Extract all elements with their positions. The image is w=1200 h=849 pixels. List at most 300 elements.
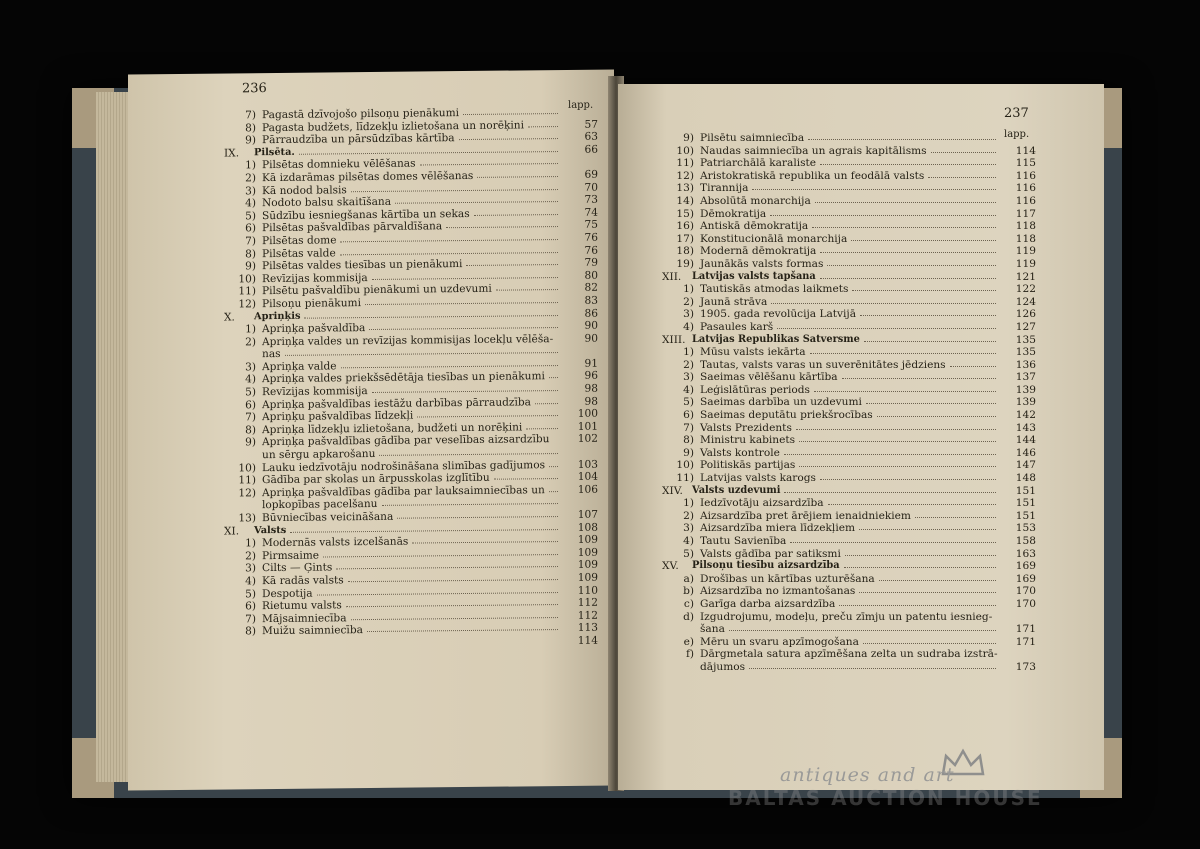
toc-entry (662, 182, 1036, 195)
toc-entry-page: 135 (1015, 333, 1036, 346)
table-of-contents (224, 106, 598, 651)
toc-entry-title: Latvijas Republikas Satversme (692, 333, 860, 345)
toc-entry-title: Apriņķa valde (262, 360, 337, 374)
toc-leader-dots (877, 416, 996, 417)
toc-entry-title: Nodoto balsu skaitīšana (262, 195, 392, 210)
toc-entry (662, 422, 1036, 435)
toc-entry-title: Pārraudzība un pārsūdzības kārtība (262, 132, 455, 147)
toc-entry-page: 116 (1015, 169, 1036, 182)
toc-entry-number: 18) (676, 245, 694, 258)
toc-entry-page: 112 (577, 609, 598, 622)
toc-entry-number: 5) (245, 209, 256, 223)
toc-entry-page: 117 (1015, 207, 1036, 220)
toc-entry-page: 80 (584, 269, 598, 282)
toc-entry (662, 472, 1036, 485)
toc-leader-dots (528, 126, 558, 127)
toc-entry-title: Naudas saimniecība un agrais kapitālisms (700, 144, 927, 157)
toc-leader-dots (844, 567, 996, 568)
toc-leader-dots (771, 303, 996, 304)
toc-entry-number: 15) (676, 207, 694, 220)
toc-entry-title: Valsts (254, 524, 287, 536)
toc-entry-title: Jaunākās valsts formas (700, 257, 824, 270)
toc-entry-page: 148 (1015, 472, 1036, 485)
toc-leader-dots (810, 353, 996, 354)
left-page (128, 69, 614, 790)
toc-entry (662, 157, 1036, 170)
toc-entry-number: 5) (245, 386, 256, 399)
toc-entry-title: Revīzijas kommisija (262, 385, 368, 399)
toc-entry-page: 115 (1015, 157, 1036, 170)
toc-entry-page: 171 (1015, 623, 1036, 636)
toc-entry-number: XI. (224, 524, 240, 538)
toc-entry-page: 121 (1015, 270, 1036, 283)
toc-entry (224, 635, 598, 652)
toc-leader-dots (752, 189, 996, 190)
toc-entry-number: 19) (676, 257, 694, 270)
toc-entry-number: 10) (238, 272, 256, 286)
toc-leader-dots (915, 517, 996, 518)
toc-entry-title: Pilsoņu pienākumi (262, 297, 361, 311)
toc-entry-number: 8) (245, 121, 256, 134)
toc-entry-page: 113 (577, 621, 598, 635)
toc-entry (662, 661, 1036, 674)
toc-leader-dots (446, 226, 558, 228)
toc-entry-number: 3) (683, 522, 694, 535)
toc-entry (662, 384, 1036, 397)
toc-leader-dots (784, 454, 996, 455)
toc-entry-number: 11) (238, 474, 256, 487)
toc-leader-dots (382, 503, 558, 506)
watermark-line2: BALTAS AUCTION HOUSE (728, 786, 1043, 810)
toc-entry (662, 359, 1036, 372)
toc-leader-dots (474, 214, 558, 216)
toc-entry-number: 3) (245, 184, 256, 197)
toc-entry-number: 6) (245, 222, 256, 235)
toc-leader-dots (340, 252, 558, 255)
toc-entry-page: 170 (1015, 597, 1036, 610)
toc-entry-number: 5) (683, 396, 694, 409)
toc-entry-title: Kā radās valsts (262, 574, 344, 588)
toc-entry-title: Lauku iedzīvotāju nodrošināšana slimības gadījumos (262, 458, 546, 474)
toc-entry-title: Despotija (262, 587, 313, 600)
toc-entry-number: 9) (245, 260, 256, 273)
toc-leader-dots (931, 152, 996, 153)
toc-entry (662, 233, 1036, 246)
toc-leader-dots (950, 366, 996, 367)
toc-leader-dots (770, 215, 996, 216)
toc-leader-dots (317, 592, 558, 596)
toc-entry-title: Apriņķa valdes un revīzijas kommisijas locekļu vēlēša- (262, 332, 554, 348)
toc-leader-dots (784, 492, 996, 493)
toc-entry-number: e) (683, 635, 694, 648)
toc-entry-number: 7) (245, 235, 256, 248)
toc-entry-title: Pilsētas valde (262, 246, 336, 260)
toc-leader-dots (860, 315, 996, 316)
toc-entry-page: 76 (584, 231, 598, 244)
toc-entry-number: 11) (676, 472, 694, 485)
toc-entry-title: Rietumu valsts (262, 599, 342, 613)
toc-entry-number: 2) (245, 172, 256, 185)
toc-entry-number: 9) (683, 446, 694, 459)
toc-leader-dots (365, 302, 558, 305)
toc-entry-page: 82 (584, 281, 598, 295)
toc-entry-number: 2) (245, 549, 256, 563)
toc-entry-title: Izgudrojumu, modeļu, preču zīmju un patentu iesnieg- (700, 610, 993, 623)
toc-entry-number: 9) (245, 134, 256, 147)
toc-leader-dots (749, 668, 996, 669)
toc-leader-dots (828, 504, 996, 505)
toc-entry-title: Apriņķis (254, 310, 301, 322)
toc-entry-page: 110 (577, 584, 598, 597)
toc-entry-page: 158 (1015, 535, 1036, 547)
toc-entry-title: Patriarchālā karaliste (700, 157, 817, 170)
toc-leader-dots (285, 352, 558, 356)
toc-entry-number: f) (685, 648, 694, 661)
toc-leader-dots (459, 138, 558, 140)
toc-leader-dots (790, 542, 996, 543)
toc-entry-number: 7) (245, 612, 256, 626)
toc-entry-page: 76 (584, 244, 598, 257)
toc-section-heading (662, 334, 1036, 347)
toc-leader-dots (864, 341, 996, 342)
toc-entry-number: 12) (238, 298, 256, 311)
toc-entry-title: Saeimas deputātu priekšrocības (700, 409, 873, 422)
toc-entry-page: 74 (584, 206, 598, 219)
toc-entry-title: Mājsaimniecība (262, 612, 347, 625)
toc-entry-title: Pagastā dzīvojošo pilsoņu pienākumi (262, 107, 460, 122)
toc-entry-page: 79 (584, 256, 598, 269)
toc-entry-title: Garīga darba aizsardzība (700, 597, 836, 610)
toc-entry (662, 321, 1036, 334)
toc-entry-title: nas (262, 348, 281, 361)
toc-entry (662, 573, 1036, 586)
toc-entry (662, 535, 1036, 548)
toc-entry (662, 459, 1036, 472)
toc-entry-page: 101 (577, 420, 598, 433)
toc-entry-page: 57 (584, 118, 598, 131)
toc-leader-dots (842, 378, 996, 379)
toc-entry-title: Mēru un svaru apzīmogošana (700, 635, 859, 648)
toc-entry (662, 623, 1036, 636)
toc-entry-number: 8) (245, 247, 256, 260)
toc-entry-title: Aristokratiskā republika un feodālā valsts (700, 169, 925, 182)
toc-entry-title: Politiskās partijas (700, 459, 796, 472)
toc-entry-number: XII. (662, 270, 682, 283)
toc-entry-number: a) (683, 572, 694, 585)
toc-entry-number: 16) (676, 220, 694, 233)
toc-leader-dots (466, 264, 558, 266)
toc-leader-dots (799, 441, 996, 442)
toc-leader-dots (777, 328, 996, 329)
toc-entry-title: Valsts kontrole (700, 446, 780, 459)
toc-leader-dots (496, 289, 558, 291)
toc-entry-page: 69 (584, 168, 598, 181)
toc-leader-dots (340, 239, 558, 242)
toc-section-heading (662, 485, 1036, 498)
toc-leader-dots (852, 290, 996, 291)
toc-entry-page: 109 (577, 558, 598, 572)
toc-entry-page: 91 (584, 357, 598, 370)
toc-entry-title: Pilsēta. (254, 146, 295, 159)
toc-leader-dots (808, 139, 996, 140)
toc-entry-number: 11) (238, 285, 256, 298)
toc-entry-page: 169 (1015, 572, 1036, 585)
toc-entry-title: Tirannija (700, 182, 749, 195)
toc-entry-page: 83 (584, 294, 598, 307)
toc-entry-title: Antiskā dēmokratija (700, 220, 809, 233)
toc-leader-dots (341, 365, 558, 368)
toc-leader-dots (351, 189, 558, 192)
toc-entry (662, 396, 1036, 409)
toc-entry-title: Kā nodod balsis (262, 183, 347, 197)
toc-entry-page: 63 (584, 130, 598, 143)
toc-entry-title: šana (700, 623, 725, 636)
toc-entry (662, 132, 1036, 145)
toc-entry-number: 8) (683, 434, 694, 447)
toc-entry-title: Revīzijas kommisija (262, 271, 368, 285)
toc-leader-dots (379, 453, 558, 456)
toc-entry-title: Saeimas darbība un uzdevumi (700, 396, 862, 409)
toc-leader-dots (799, 466, 996, 467)
toc-entry-title: Tautiskās atmodas laikmets (700, 283, 849, 296)
toc-entry (662, 522, 1036, 535)
toc-entry-title: Dārgmetala satura apzīmēšana zelta un sudraba izstrā- (700, 648, 998, 661)
toc-leader-dots (820, 278, 996, 279)
toc-entry-title: Muižu saimniecība (262, 624, 363, 638)
toc-entry-number: 4) (683, 535, 694, 547)
toc-entry-title: Pagasta budžets, līdzekļu izlietošana un norēķini (262, 118, 524, 134)
toc-entry-number: 12) (676, 169, 694, 182)
toc-entry-number: 7) (245, 411, 256, 424)
toc-entry-number: 10) (676, 144, 694, 157)
toc-entry-number: 3) (245, 562, 256, 575)
lapp-label: lapp. (1004, 129, 1030, 140)
toc-entry-title: Jaunā strāva (700, 295, 768, 308)
toc-leader-dots (372, 390, 558, 393)
toc-leader-dots (477, 176, 558, 178)
toc-leader-dots (348, 579, 558, 582)
toc-entry-page: 109 (577, 571, 598, 584)
toc-entry-title: Būvniecības veicināšana (262, 510, 394, 525)
toc-entry-number: 4) (245, 575, 256, 588)
toc-entry-page: 151 (1015, 484, 1036, 497)
toc-entry (662, 145, 1036, 158)
toc-entry-number: 2) (683, 295, 694, 308)
toc-entry-title: Latvijas valsts tapšana (692, 270, 816, 282)
toc-entry-title: Modernā dēmokratija (700, 245, 817, 258)
toc-entry (662, 346, 1036, 359)
toc-entry-page: 139 (1015, 383, 1036, 396)
toc-entry (662, 497, 1036, 510)
toc-leader-dots (866, 403, 996, 404)
toc-entry (662, 283, 1036, 296)
toc-entry-title: Sūdzību iesniegšanas kārtība un sekas (262, 207, 470, 222)
toc-leader-dots (845, 555, 996, 556)
toc-entry-title: Apriņķa valdes priekšsēdētāja tiesības un pienākumi (262, 370, 545, 386)
toc-entry-page: 127 (1015, 320, 1036, 333)
toc-entry-title: Drošības un kārtības uzturēšana (700, 572, 875, 585)
toc-leader-dots (535, 403, 558, 404)
toc-entry-page: 109 (577, 546, 598, 559)
page-number: 236 (242, 81, 267, 97)
toc-entry-title: dājumos (700, 660, 746, 673)
toc-leader-dots (549, 491, 558, 492)
toc-entry-page: 153 (1015, 522, 1036, 535)
toc-entry-page: 126 (1015, 308, 1036, 321)
toc-entry-title: Apriņķa pašvaldības gādība par veselības aizsardzību (262, 433, 550, 449)
toc-leader-dots (812, 227, 996, 228)
toc-entry-title: Dēmokratija (700, 207, 767, 220)
toc-leader-dots (372, 277, 558, 280)
toc-entry-title: Modernās valsts izcelšanās (262, 535, 409, 550)
toc-entry-number: 2) (683, 358, 694, 371)
toc-entry-page: 70 (584, 181, 598, 194)
toc-entry-number: 6) (245, 600, 256, 613)
toc-entry-page: 116 (1015, 194, 1036, 207)
toc-leader-dots (928, 177, 996, 178)
toc-entry-title: Valsts uzdevumi (692, 484, 781, 496)
toc-entry-page: 147 (1015, 459, 1036, 472)
toc-leader-dots (851, 240, 996, 241)
toc-entry-title: Pilsētu saimniecība (700, 132, 805, 144)
toc-leader-dots (304, 315, 558, 319)
toc-entry-number: 5) (245, 587, 256, 600)
toc-entry-number: 10) (676, 459, 694, 472)
toc-entry-title: Pilsētu pašvaldību pienākumi un uzdevumi (262, 283, 492, 298)
toc-entry-number: 7) (245, 109, 256, 122)
page-number: 237 (1004, 106, 1029, 121)
toc-entry-title: Tautas, valsts varas un suverēnitātes jēdziens (700, 358, 946, 371)
toc-entry-number: 1) (683, 497, 694, 510)
toc-leader-dots (346, 604, 558, 607)
toc-entry-number: b) (683, 585, 694, 598)
toc-leader-dots (859, 529, 996, 530)
toc-entry-page: 144 (1015, 434, 1036, 447)
toc-entry-number: XV. (662, 560, 679, 573)
toc-leader-dots (395, 201, 558, 204)
toc-entry (662, 636, 1036, 649)
toc-entry (662, 308, 1036, 321)
toc-entry-number: XIII. (662, 333, 686, 346)
toc-leader-dots (290, 529, 558, 533)
toc-entry (662, 170, 1036, 183)
toc-entry-title: Pasaules karš (700, 320, 774, 333)
toc-entry-page: 90 (584, 332, 598, 345)
toc-entry-title: Tautu Savienība (700, 535, 787, 547)
toc-entry-title: Pilsētas domnieku vēlēšanas (262, 157, 416, 172)
toc-entry-page: 75 (584, 218, 598, 232)
toc-leader-dots (412, 541, 558, 544)
toc-entry (662, 447, 1036, 460)
toc-entry-title: Leģislātūras periods (700, 383, 810, 396)
toc-entry-page: 122 (1015, 283, 1036, 296)
toc-leader-dots (820, 479, 996, 480)
toc-entry-number: X. (224, 310, 235, 324)
toc-entry-page: 142 (1015, 409, 1036, 422)
lapp-label: lapp. (568, 99, 594, 111)
toc-entry-number: 1) (245, 323, 256, 336)
toc-leader-dots (369, 327, 558, 330)
toc-entry-title: Valsts gādība par satiksmi (700, 547, 841, 560)
toc-leader-dots (859, 592, 996, 593)
toc-entry (662, 245, 1036, 258)
toc-entry-number: 4) (245, 197, 256, 210)
toc-leader-dots (549, 378, 558, 379)
toc-entry (662, 195, 1036, 208)
toc-entry-page: 135 (1015, 346, 1036, 359)
toc-section-heading (662, 560, 1036, 573)
toc-entry-number: 1) (245, 537, 256, 550)
toc-entry-title: Valsts Prezidents (700, 421, 792, 434)
toc-entry-page: 139 (1015, 396, 1036, 409)
toc-entry-title: Pilsētas valdes tiesības un pienākumi (262, 258, 463, 273)
toc-entry-number: 5) (683, 547, 694, 560)
toc-entry-number: 6) (245, 398, 256, 411)
toc-leader-dots (420, 163, 558, 165)
toc-entry-page: 170 (1015, 585, 1036, 598)
toc-entry-page: 136 (1015, 358, 1036, 371)
toc-entry-page: 118 (1015, 232, 1036, 245)
toc-entry-page: 96 (584, 370, 598, 383)
toc-entry-title: Ministru kabinets (700, 434, 796, 447)
toc-entry-number: 8) (245, 424, 256, 437)
toc-entry-number: IX. (224, 147, 240, 160)
toc-leader-dots (463, 113, 558, 115)
toc-entry (662, 598, 1036, 611)
toc-leader-dots (494, 478, 558, 480)
toc-entry (662, 296, 1036, 309)
toc-entry-page: 108 (577, 521, 598, 534)
toc-entry-title: 1905. gada revolūcija Latvijā (700, 308, 857, 321)
toc-entry-page: 119 (1015, 257, 1036, 270)
toc-entry (662, 220, 1036, 233)
toc-entry-page: 137 (1015, 371, 1036, 384)
toc-entry-page: 114 (577, 634, 598, 647)
toc-entry-number: 11) (676, 157, 694, 170)
toc-entry-page: 104 (577, 470, 598, 484)
toc-entry-number: 1) (683, 346, 694, 359)
toc-entry-number: 10) (238, 461, 256, 475)
watermark-line1: antiques and art (780, 764, 955, 786)
toc-entry-page: 119 (1015, 245, 1036, 258)
toc-leader-dots (839, 605, 996, 606)
toc-entry-title: Apriņķa pašvaldība (262, 322, 366, 336)
toc-entry-number: 4) (683, 383, 694, 396)
toc-entry-number: 4) (683, 320, 694, 333)
toc-entry-number: 14) (676, 194, 694, 207)
toc-entry-number: 13) (676, 182, 694, 195)
toc-entry-page: 146 (1015, 446, 1036, 459)
toc-entry-page: 66 (584, 143, 598, 156)
toc-entry-page: 98 (584, 395, 598, 408)
toc-entry-title: Latvijas valsts karogs (700, 472, 816, 485)
toc-entry-number: 12) (238, 487, 256, 500)
toc-entry-page: 163 (1015, 547, 1036, 560)
toc-leader-dots (820, 252, 996, 253)
toc-entry-number: d) (683, 610, 694, 623)
toc-entry-number: 8) (245, 625, 256, 638)
toc-leader-dots (299, 151, 558, 155)
toc-entry-number: 9) (683, 132, 694, 144)
toc-entry-page: 102 (577, 433, 598, 446)
toc-entry-page: 116 (1015, 182, 1036, 195)
toc-entry (662, 585, 1036, 598)
right-page (618, 84, 1104, 790)
toc-entry (662, 258, 1036, 271)
toc-entry-number: 3) (245, 361, 256, 374)
toc-entry-title: un sērgu apkarošanu (262, 447, 376, 462)
toc-entry-title: Apriņķa pašvaldības gādība par lauksaimniecības un (262, 483, 545, 499)
